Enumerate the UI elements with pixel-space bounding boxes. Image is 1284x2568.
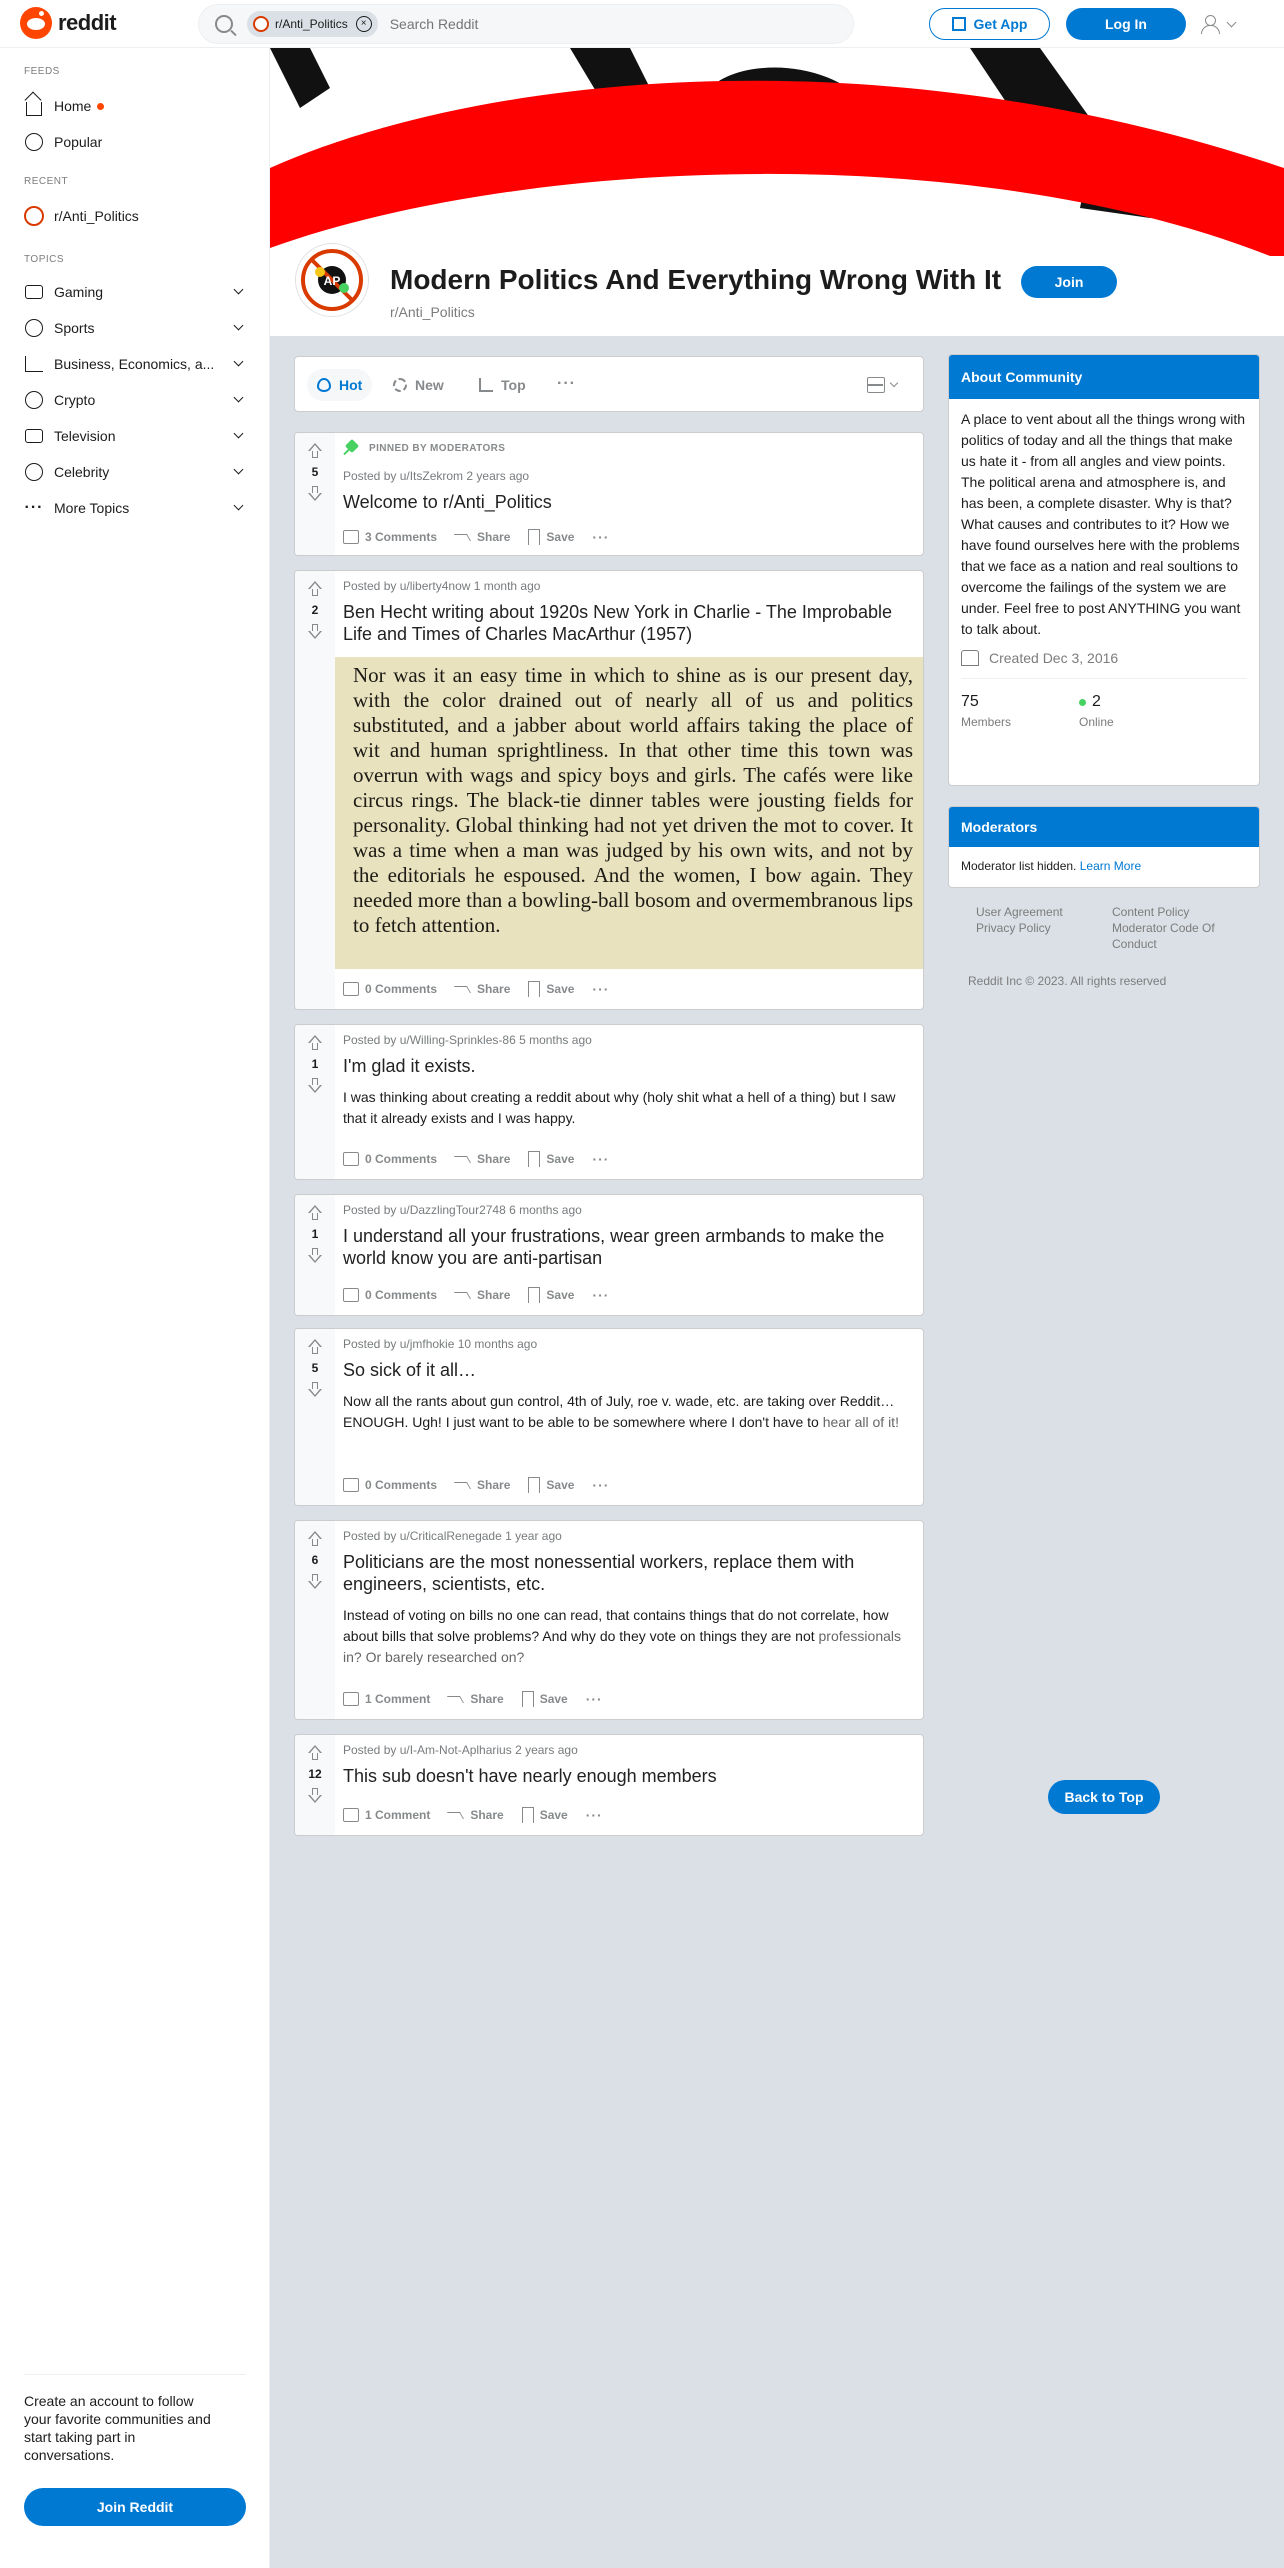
downvote-arrow-icon[interactable] [305, 483, 325, 503]
sidebar-item-home[interactable] [24, 92, 250, 120]
share-icon [455, 1478, 471, 1492]
chip-close-icon[interactable]: × [356, 16, 372, 32]
downvote-arrow-icon[interactable] [305, 1785, 325, 1805]
vote-score: 1 [311, 1057, 319, 1071]
new-sparkle-icon [393, 378, 407, 392]
post-text: Now all the rants about gun control, 4th of July, roe v. wade, etc. are taking over Reddit…ENOUGH. Ugh! I just want to be able to be somewhere where I don't have to hear all of it! [343, 1393, 899, 1430]
gamepad-icon [25, 285, 43, 299]
online-dot-icon [1079, 699, 1086, 706]
comments-button[interactable]: 0 Comments [343, 1478, 437, 1492]
upvote-arrow-icon[interactable] [305, 441, 325, 461]
post-actions [343, 1807, 621, 1823]
save-button[interactable]: Save [528, 1151, 574, 1167]
sidebar-item-label: Television [54, 428, 116, 444]
share-button[interactable]: Share [448, 1808, 503, 1822]
downvote-arrow-icon[interactable] [305, 1571, 325, 1591]
post-actions [343, 1691, 621, 1707]
save-button[interactable]: Save [522, 1691, 568, 1707]
share-button[interactable]: Share [455, 982, 510, 996]
sidebar-item-more-topics[interactable] [24, 494, 250, 522]
sidebar-item-label: Celebrity [54, 464, 110, 480]
post-card[interactable] [294, 432, 924, 556]
card-view-icon [867, 377, 885, 393]
vote-score: 12 [308, 1767, 322, 1781]
share-button[interactable]: Share [448, 1692, 503, 1706]
share-icon [455, 530, 471, 544]
comment-icon [343, 1288, 359, 1302]
post-meta[interactable]: Posted by u/jmfhokie 10 months ago [343, 1337, 538, 1351]
community-chip-avatar [253, 16, 269, 32]
sidebar-item-label: Crypto [54, 392, 96, 408]
vote-column [295, 1521, 335, 1719]
pinned-indicator [343, 441, 915, 455]
top-bar [0, 0, 1284, 48]
chevron-down-icon [234, 393, 244, 403]
get-app-label: Get App [973, 16, 1028, 32]
post-title[interactable]: Politicians are the most nonessential workers, replace them with engineers, scientists, etc. [343, 1552, 855, 1594]
post-meta[interactable]: Posted by u/CriticalRenegade 1 year ago [343, 1529, 562, 1543]
pin-icon [343, 441, 357, 455]
online-count: 2 [1092, 693, 1101, 710]
save-button[interactable]: Save [528, 1477, 574, 1493]
user-icon [1200, 14, 1220, 34]
search-icon [215, 15, 233, 33]
vote-score: 2 [311, 603, 319, 617]
search-community-chip [247, 11, 378, 37]
comments-button[interactable]: 0 Comments [343, 1152, 437, 1166]
vote-score: 6 [311, 1553, 319, 1567]
bookmark-icon [522, 1691, 534, 1707]
qr-code-icon [952, 17, 966, 31]
sidebar-item-label: Popular [54, 134, 103, 150]
avatar-text: AP [323, 274, 341, 288]
television-icon [25, 429, 43, 443]
chevron-down-icon [234, 465, 244, 475]
post-card[interactable] [294, 1520, 924, 1720]
upvote-arrow-icon[interactable] [305, 1529, 325, 1549]
more-options-button[interactable]: ··· [585, 1691, 603, 1707]
content-policy-link[interactable]: Content Policy [1112, 905, 1190, 919]
upvote-arrow-icon[interactable] [305, 1203, 325, 1223]
members-stat [961, 693, 1079, 729]
members-label: Members [961, 715, 1012, 729]
sidebar-item-celebrity[interactable] [24, 458, 250, 486]
reddit-snoo-icon [20, 7, 52, 39]
share-icon [448, 1808, 464, 1822]
post-actions [343, 1151, 627, 1167]
chevron-down-icon [1227, 17, 1237, 27]
sidebar-item-television[interactable] [24, 422, 250, 450]
vote-column [295, 1025, 335, 1179]
about-description: A place to vent about all the things wrong with politics of today and all the things that make us hate it - from all angles and view points. The political arena and atmosphere is, and has been, a complete disaster. Why is that? What causes and contributes to it? How we have found ourselves here with the problems that we face as a nation and real soultions to overcome the failings of the system we are under. Feel free to post ANYTHING you want to talk about. [961, 411, 1246, 637]
privacy-policy-link[interactable]: Privacy Policy [976, 921, 1051, 935]
upvote-arrow-icon[interactable] [305, 1743, 325, 1763]
share-button[interactable]: Share [455, 1152, 510, 1166]
more-options-button[interactable]: ··· [585, 1807, 603, 1823]
post-text: Instead of voting on bills no one can read, that contains things that do not correlate, how about bills that solve problems? And why do they vote on things they are not professionals in? Or barely researched on? [343, 1607, 902, 1665]
post-meta[interactable]: Posted by u/ItsZekrom 2 years ago [343, 469, 530, 483]
comments-button[interactable]: 3 Comments [343, 530, 437, 544]
chevron-down-icon [234, 429, 244, 439]
more-options-button[interactable]: ··· [592, 1151, 610, 1167]
reddit-logo[interactable] [20, 7, 116, 39]
bookmark-icon [528, 1477, 540, 1493]
vote-column [295, 1329, 335, 1505]
about-community-widget [948, 354, 1260, 786]
recent-label: RECENT [24, 176, 69, 187]
feeds-label: FEEDS [24, 66, 60, 77]
sort-more-button[interactable]: ··· [557, 375, 576, 392]
sidebar-item-recent-community[interactable] [24, 202, 250, 230]
sort-label: New [415, 377, 444, 393]
post-title[interactable]: Ben Hecht writing about 1920s New York in Charlie - The Improbable Life and Times of Charles MacArthur (1957) [343, 602, 892, 644]
learn-more-link[interactable]: Learn More [1079, 859, 1142, 873]
community-banner [270, 48, 1284, 256]
post-actions [343, 1287, 627, 1303]
downvote-arrow-icon[interactable] [305, 1075, 325, 1095]
comment-icon [343, 530, 359, 544]
share-icon [455, 982, 471, 996]
created-label: Created Dec 3, 2016 [989, 650, 1119, 666]
downvote-arrow-icon[interactable] [305, 1245, 325, 1265]
downvote-arrow-icon[interactable] [305, 1379, 325, 1399]
community-avatar-icon [24, 206, 44, 226]
moderator-code-link[interactable]: Moderator Code Of Conduct [1112, 921, 1215, 951]
more-options-button[interactable]: ··· [592, 981, 610, 997]
post-title[interactable]: This sub doesn't have nearly enough members [343, 1766, 717, 1786]
post-text-fade: professionals in? Or barely researched on? [343, 1628, 902, 1665]
chevron-down-icon [234, 357, 244, 367]
share-button[interactable]: Share [455, 1288, 510, 1302]
top-chart-icon [479, 378, 493, 392]
post-title[interactable]: Welcome to r/Anti_Politics [343, 492, 552, 512]
sort-bar [294, 356, 924, 412]
post-actions [343, 981, 627, 997]
flame-icon [317, 378, 331, 392]
copyright-text: Reddit Inc © 2023. All rights reserved [968, 974, 1167, 988]
save-button[interactable]: Save [528, 529, 574, 545]
save-button[interactable]: Save [528, 981, 574, 997]
community-name: r/Anti_Politics [390, 304, 475, 320]
post-title[interactable]: I'm glad it exists. [343, 1056, 476, 1076]
bar-chart-icon [25, 356, 43, 372]
sidebar-item-label: Sports [54, 320, 95, 336]
post-title[interactable]: I understand all your frustrations, wear green armbands to make the world know you are anti-partisan [343, 1226, 885, 1268]
comments-button[interactable]: 1 Comment [343, 1692, 430, 1706]
more-options-button[interactable]: ··· [592, 1477, 610, 1493]
sidebar-item-crypto[interactable] [24, 386, 250, 414]
vote-column [295, 433, 335, 555]
share-button[interactable]: Share [455, 530, 510, 544]
search-bar[interactable] [198, 4, 854, 44]
save-button[interactable]: Save [528, 1287, 574, 1303]
get-app-button[interactable] [929, 8, 1050, 40]
post-card[interactable] [294, 1194, 924, 1316]
post-meta[interactable]: Posted by u/I-Am-Not-Aplharius 2 years ago [343, 1743, 578, 1757]
post-meta[interactable]: Posted by u/Willing-Sprinkles-86 5 months ago [343, 1033, 592, 1047]
sidebar-item-gaming[interactable] [24, 278, 250, 306]
upvote-arrow-icon[interactable] [305, 579, 325, 599]
chevron-down-icon [234, 321, 244, 331]
topics-label: TOPICS [24, 254, 65, 265]
search-input[interactable] [390, 16, 770, 32]
post-meta[interactable]: Posted by u/liberty4now 1 month ago [343, 579, 541, 593]
sidebar-item-label: Home [54, 98, 92, 114]
moderators-heading: Moderators [949, 807, 1259, 847]
logo-text: reddit [58, 10, 117, 35]
bookmark-icon [528, 529, 540, 545]
comment-icon [343, 1478, 359, 1492]
vote-score: 5 [311, 465, 319, 479]
sports-ball-icon [25, 319, 43, 337]
share-icon [455, 1288, 471, 1302]
post-text: I was thinking about creating a reddit about why (holy shit what a hell of a thing) but I saw that it already exists and I was happy. [343, 1089, 896, 1126]
created-date [961, 650, 1247, 679]
bookmark-icon [528, 1287, 540, 1303]
bookmark-icon [522, 1807, 534, 1823]
bookmark-icon [528, 1151, 540, 1167]
post-text-fade: hear all of it! [822, 1414, 899, 1430]
join-reddit-button[interactable]: Join Reddit [24, 2488, 246, 2526]
community-stats [961, 693, 1247, 729]
pinned-label: PINNED BY MODERATORS [369, 442, 506, 454]
vote-column [295, 571, 335, 1009]
online-label: Online [1079, 715, 1114, 729]
vote-column [295, 1195, 335, 1315]
upvote-arrow-icon[interactable] [305, 1033, 325, 1053]
sort-label: Top [501, 377, 526, 393]
back-to-top-button[interactable]: Back to Top [1048, 1780, 1160, 1814]
chip-label: r/Anti_Politics [275, 17, 348, 31]
sidebar-item-business[interactable] [24, 350, 250, 378]
user-agreement-link[interactable]: User Agreement [976, 905, 1063, 919]
sidebar-item-label: More Topics [54, 500, 130, 516]
save-button[interactable]: Save [522, 1807, 568, 1823]
vote-score: 1 [311, 1227, 319, 1241]
post-meta[interactable]: Posted by u/DazzlingTour2748 6 months ago [343, 1203, 582, 1217]
members-count: 75 [961, 693, 979, 710]
comments-button[interactable]: 1 Comment [343, 1808, 430, 1822]
moderators-widget [948, 806, 1260, 888]
banner-artwork [270, 48, 1284, 256]
post-actions [343, 1477, 627, 1493]
comment-icon [343, 1152, 359, 1166]
community-title: Modern Politics And Everything Wrong With It [390, 264, 1002, 295]
comments-button[interactable]: 0 Comments [343, 982, 437, 996]
comments-button[interactable]: 0 Comments [343, 1288, 437, 1302]
sidebar-item-label: Business, Economics, a... [54, 356, 215, 372]
divider [24, 2374, 246, 2375]
more-options-button[interactable]: ··· [592, 1287, 610, 1303]
sidebar-item-sports[interactable] [24, 314, 250, 342]
more-dots-icon: ··· [24, 499, 44, 516]
post-image-text: Nor was it an easy time in which to shine as is our present day, with the color drained out of nearly all of us and politics substituted, and a jabber about world affairs taking the place of wit and human sprightliness. In that other time this town was overrun with wags and spicy boys and girls. The cafés were like circus rings. The black-tie dinner tables were jousting fields for personality. Global thinking had not yet driven the mot to cover. It was a time when a man was judged by his own wits, and not by the editorials he espoused. And the women, I bow again. They needed more than a bowling-ball bosom and overmembranous lips to fetch attention. [353, 663, 913, 937]
sidebar-item-label: r/Anti_Politics [54, 208, 139, 224]
post-card[interactable] [294, 1024, 924, 1180]
post-card[interactable] [294, 570, 924, 1010]
signup-prompt: Create an account to follow your favorite communities and start taking part in conversations. [24, 2393, 211, 2463]
sidebar-item-popular[interactable] [24, 128, 250, 156]
user-menu-button[interactable] [1200, 10, 1260, 38]
upvote-arrow-icon[interactable] [305, 1337, 325, 1357]
community-avatar [296, 244, 368, 316]
post-title[interactable]: So sick of it all… [343, 1360, 477, 1380]
post-card[interactable] [294, 1328, 924, 1506]
chevron-down-icon [890, 379, 898, 387]
sort-new-button[interactable] [383, 369, 454, 401]
vote-score: 5 [311, 1361, 319, 1375]
about-heading: About Community [949, 355, 1259, 399]
home-icon [26, 102, 42, 116]
popular-arrow-icon [25, 133, 43, 151]
downvote-arrow-icon[interactable] [305, 621, 325, 641]
left-sidebar [0, 48, 270, 2568]
anti-politics-logo-icon [300, 248, 364, 312]
log-in-button[interactable]: Log In [1066, 8, 1186, 40]
post-image[interactable] [335, 657, 923, 969]
join-community-button[interactable]: Join [1021, 266, 1117, 298]
bookmark-icon [528, 981, 540, 997]
comment-icon [343, 982, 359, 996]
sidebar-item-label: Gaming [54, 284, 104, 300]
share-icon [455, 1152, 471, 1166]
more-options-button[interactable]: ··· [592, 529, 610, 545]
share-icon [448, 1692, 464, 1706]
view-mode-toggle[interactable] [867, 377, 897, 393]
post-actions [343, 529, 627, 545]
post-card[interactable] [294, 1734, 924, 1836]
notification-dot [97, 103, 104, 110]
celebrity-star-icon [25, 463, 43, 481]
sort-hot-button[interactable] [307, 369, 372, 401]
share-button[interactable]: Share [455, 1478, 510, 1492]
chevron-down-icon [234, 285, 244, 295]
moderators-text: Moderator list hidden. [961, 859, 1077, 873]
sort-label: Hot [339, 377, 363, 393]
cake-icon [961, 650, 979, 666]
online-stat [1079, 693, 1197, 729]
crypto-icon [25, 391, 43, 409]
comment-icon [343, 1692, 359, 1706]
sort-top-button[interactable] [469, 369, 536, 401]
chevron-down-icon [234, 501, 244, 511]
vote-column [295, 1735, 335, 1835]
comment-icon [343, 1808, 359, 1822]
